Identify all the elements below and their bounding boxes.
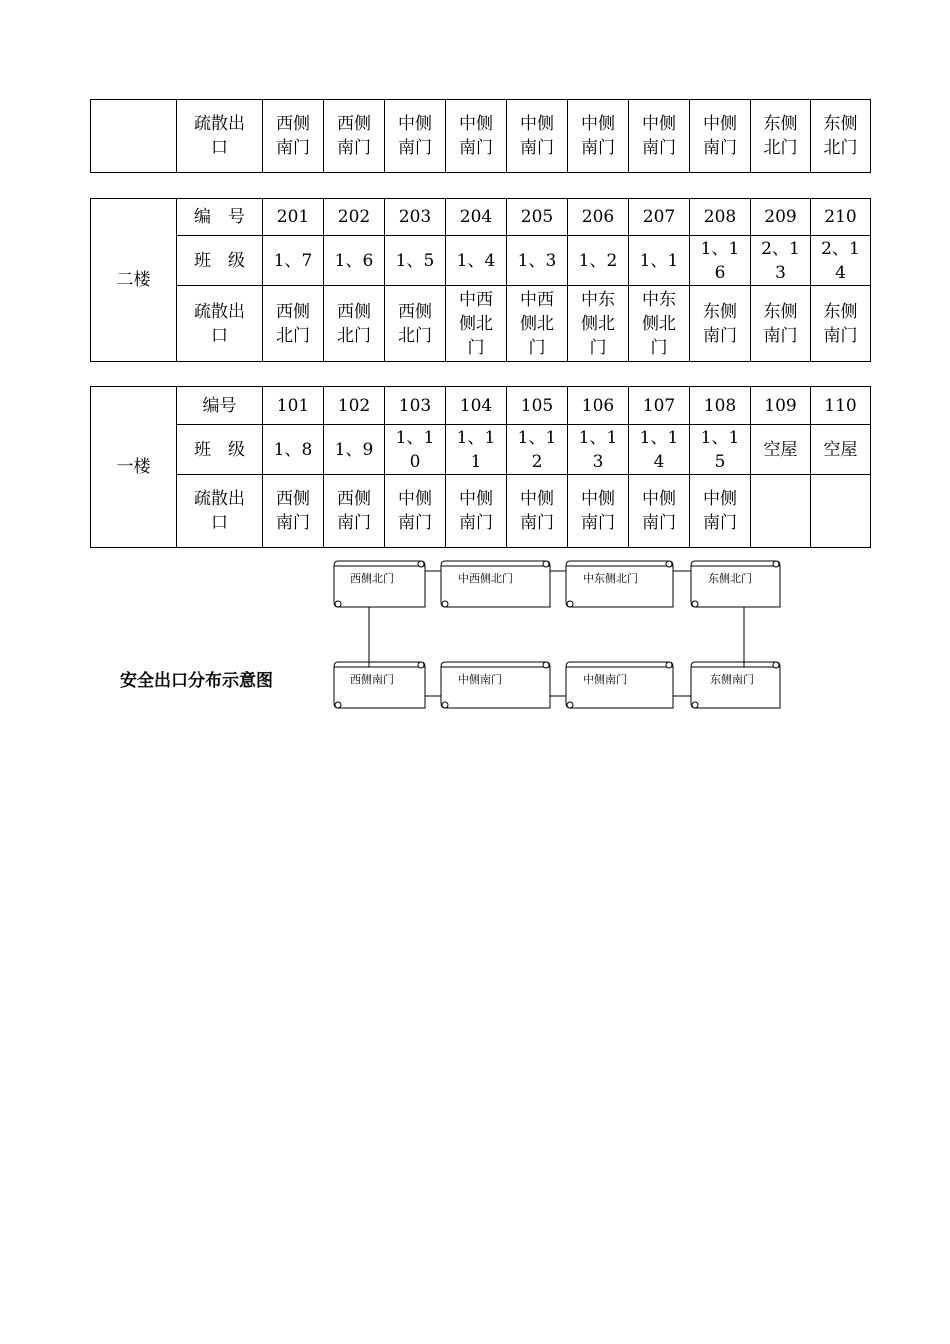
class-cell: 1、6 — [324, 236, 385, 286]
exit-cell: 中侧南门 — [629, 475, 690, 548]
class-cell: 2、13 — [751, 236, 811, 286]
scroll-west-south — [334, 662, 425, 708]
exit-cell: 中侧南门 — [446, 100, 507, 173]
exit-cell: 东侧北门 — [751, 100, 811, 173]
floor-name: 一楼 — [91, 387, 177, 548]
exit-cell: 中侧南门 — [446, 475, 507, 548]
exit-cell: 中东侧北门 — [629, 286, 690, 362]
room-number: 204 — [446, 199, 507, 236]
class-cell: 2、14 — [811, 236, 871, 286]
room-number: 110 — [811, 387, 871, 425]
exit-cell: 西侧南门 — [324, 475, 385, 548]
class-cell: 1、1 — [629, 236, 690, 286]
exit-cell: 中侧南门 — [507, 475, 568, 548]
exit-cell: 西侧北门 — [385, 286, 446, 362]
class-cell: 1、12 — [507, 425, 568, 475]
exit-cell: 西侧北门 — [324, 286, 385, 362]
room-number: 202 — [324, 199, 385, 236]
scroll-label: 东侧北门 — [708, 572, 752, 585]
exit-cell: 西侧南门 — [263, 100, 324, 173]
scroll-label: 西侧北门 — [350, 572, 394, 585]
row-label: 编 号 — [177, 199, 263, 236]
room-number: 102 — [324, 387, 385, 425]
room-number: 201 — [263, 199, 324, 236]
exit-cell: 中侧南门 — [507, 100, 568, 173]
exit-cell: 东侧南门 — [751, 286, 811, 362]
exit-cell: 西侧南门 — [324, 100, 385, 173]
row-label: 班 级 — [177, 425, 263, 475]
scroll-mid-south-1 — [441, 662, 550, 708]
class-cell: 1、5 — [385, 236, 446, 286]
scroll-label: 西侧南门 — [350, 673, 394, 686]
room-number: 208 — [690, 199, 751, 236]
room-number: 207 — [629, 199, 690, 236]
class-cell: 1、15 — [690, 425, 751, 475]
room-number: 209 — [751, 199, 811, 236]
exit-cell: 东侧南门 — [811, 286, 871, 362]
room-number: 203 — [385, 199, 446, 236]
class-cell: 1、13 — [568, 425, 629, 475]
row-label: 编号 — [177, 387, 263, 425]
scroll-label: 中侧南门 — [458, 673, 502, 686]
exit-cell: 中西侧北门 — [446, 286, 507, 362]
row-label: 班 级 — [177, 236, 263, 286]
row-label: 疏散出口 — [177, 286, 263, 362]
row-label: 疏散出口 — [177, 475, 263, 548]
exit-cell: 中侧南门 — [568, 100, 629, 173]
exit-cell: 中西侧北门 — [507, 286, 568, 362]
exit-cell: 中侧南门 — [690, 100, 751, 173]
room-number: 101 — [263, 387, 324, 425]
exit-cell: 东侧北门 — [811, 100, 871, 173]
class-cell: 1、10 — [385, 425, 446, 475]
scroll-east-north — [691, 561, 780, 607]
scroll-label: 中东侧北门 — [583, 572, 638, 585]
class-cell: 1、9 — [324, 425, 385, 475]
exit-cell: 中侧南门 — [690, 475, 751, 548]
class-cell: 1、16 — [690, 236, 751, 286]
room-number: 205 — [507, 199, 568, 236]
scroll-label: 东侧南门 — [710, 673, 754, 686]
room-number: 103 — [385, 387, 446, 425]
exit-cell: 中侧南门 — [385, 475, 446, 548]
room-number: 206 — [568, 199, 629, 236]
scroll-mid-east-north — [566, 561, 673, 607]
scroll-mid-west-north — [441, 561, 550, 607]
scroll-label: 中侧南门 — [583, 673, 627, 686]
class-cell: 空屋 — [751, 425, 811, 475]
room-number: 109 — [751, 387, 811, 425]
class-cell: 1、8 — [263, 425, 324, 475]
floor-name: 二楼 — [91, 199, 177, 362]
exit-cell: 中侧南门 — [385, 100, 446, 173]
exit-cell: 中侧南门 — [568, 475, 629, 548]
class-cell: 1、4 — [446, 236, 507, 286]
exit-cell: 中东侧北门 — [568, 286, 629, 362]
class-cell: 1、2 — [568, 236, 629, 286]
exit-cell: 东侧南门 — [690, 286, 751, 362]
scroll-west-north — [334, 561, 425, 607]
room-number: 104 — [446, 387, 507, 425]
class-cell: 1、7 — [263, 236, 324, 286]
exit-cell: 西侧南门 — [263, 475, 324, 548]
row-label: 疏散出口 — [177, 100, 263, 173]
scroll-label: 中西侧北门 — [458, 572, 513, 585]
class-cell: 1、14 — [629, 425, 690, 475]
class-cell: 1、11 — [446, 425, 507, 475]
class-cell: 空屋 — [811, 425, 871, 475]
class-cell: 1、3 — [507, 236, 568, 286]
exit-cell: 中侧南门 — [629, 100, 690, 173]
diagram-title: 安全出口分布示意图 — [120, 671, 273, 691]
room-number: 210 — [811, 199, 871, 236]
room-number: 106 — [568, 387, 629, 425]
scroll-east-south — [691, 662, 780, 708]
scroll-mid-south-2 — [566, 662, 673, 708]
room-number: 108 — [690, 387, 751, 425]
room-number: 105 — [507, 387, 568, 425]
exit-cell: 西侧北门 — [263, 286, 324, 362]
room-number: 107 — [629, 387, 690, 425]
